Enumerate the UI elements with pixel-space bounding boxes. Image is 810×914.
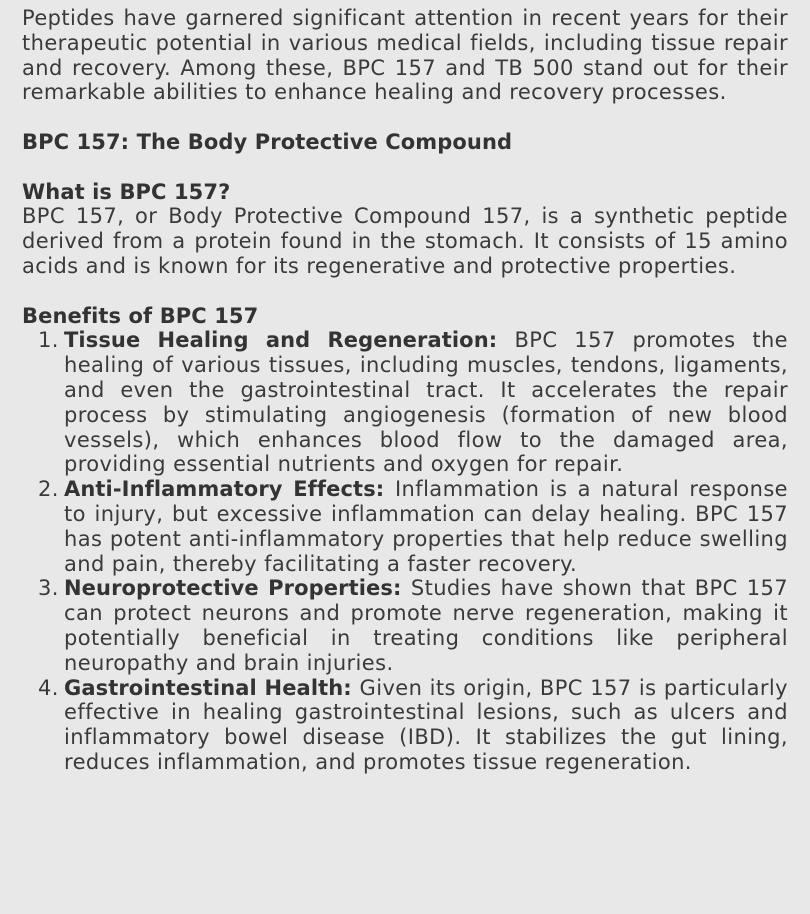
list-item-title: Gastrointestinal Health: <box>64 675 360 700</box>
intro-paragraph: Peptides have garnered significant attention in recent years for their therapeutic potential in various medical fields, including tissue repair and recovery. Among these, BPC 157 and TB 500 stand out for their remarkable abilities to enhance healing and recovery processes. <box>22 6 788 105</box>
list-item-text: Inflammation is a natural response to injury, but excessive inflammation can delay healing. BPC 157 has potent anti-inflammatory properties that help reduce swelling and pain, thereby facilitating a faster recovery. <box>64 477 789 576</box>
list-item-title: Tissue Healing and Regeneration: <box>64 328 515 353</box>
list-item-number: 1. <box>38 328 59 353</box>
list-item-number: 3. <box>38 576 59 601</box>
list-item-title: Neuroprotective Properties: <box>64 576 411 601</box>
list-item <box>22 676 788 775</box>
section-heading: BPC 157: The Body Protective Compound <box>22 129 513 154</box>
what-is-paragraph: BPC 157, or Body Protective Compound 157, is a synthetic peptide derived from a protein found in the stomach. It consists of 15 amino acids and is known for its regenerative and protective properties. <box>22 204 788 278</box>
list-item <box>22 477 788 576</box>
article-body <box>22 6 788 775</box>
benefits-list <box>22 328 788 774</box>
list-item-text: Studies have shown that BPC 157 can protect neurons and promote nerve regeneration, making it potentially beneficial in treating conditions like peripheral neuropathy and brain injuries. <box>64 576 789 675</box>
list-item-title: Anti-Inflammatory Effects: <box>64 477 395 502</box>
benefits-heading: Benefits of BPC 157 <box>22 303 259 328</box>
list-item-number: 4. <box>38 675 59 700</box>
list-item-number: 2. <box>38 477 59 502</box>
list-item-text: BPC 157 promotes the healing of various tissues, including muscles, tendons, ligaments, and even the gastrointestinal tract. It accelerates the repair process by stimulating angiogenesis (formation of new blood vessels), which enhances blood flow to the damaged area, providing essential nutrients and oxygen for repair. <box>64 328 788 477</box>
what-is-heading: What is BPC 157? <box>22 179 231 204</box>
list-item <box>22 576 788 675</box>
list-item-text: Given its origin, BPC 157 is particularly effective in healing gastrointestinal lesions, such as ulcers and inflammatory bowel disease (IBD). It stabilizes the gut lining, reduces inflammation, and promotes tissue regeneration. <box>64 675 788 774</box>
list-item <box>22 328 788 477</box>
